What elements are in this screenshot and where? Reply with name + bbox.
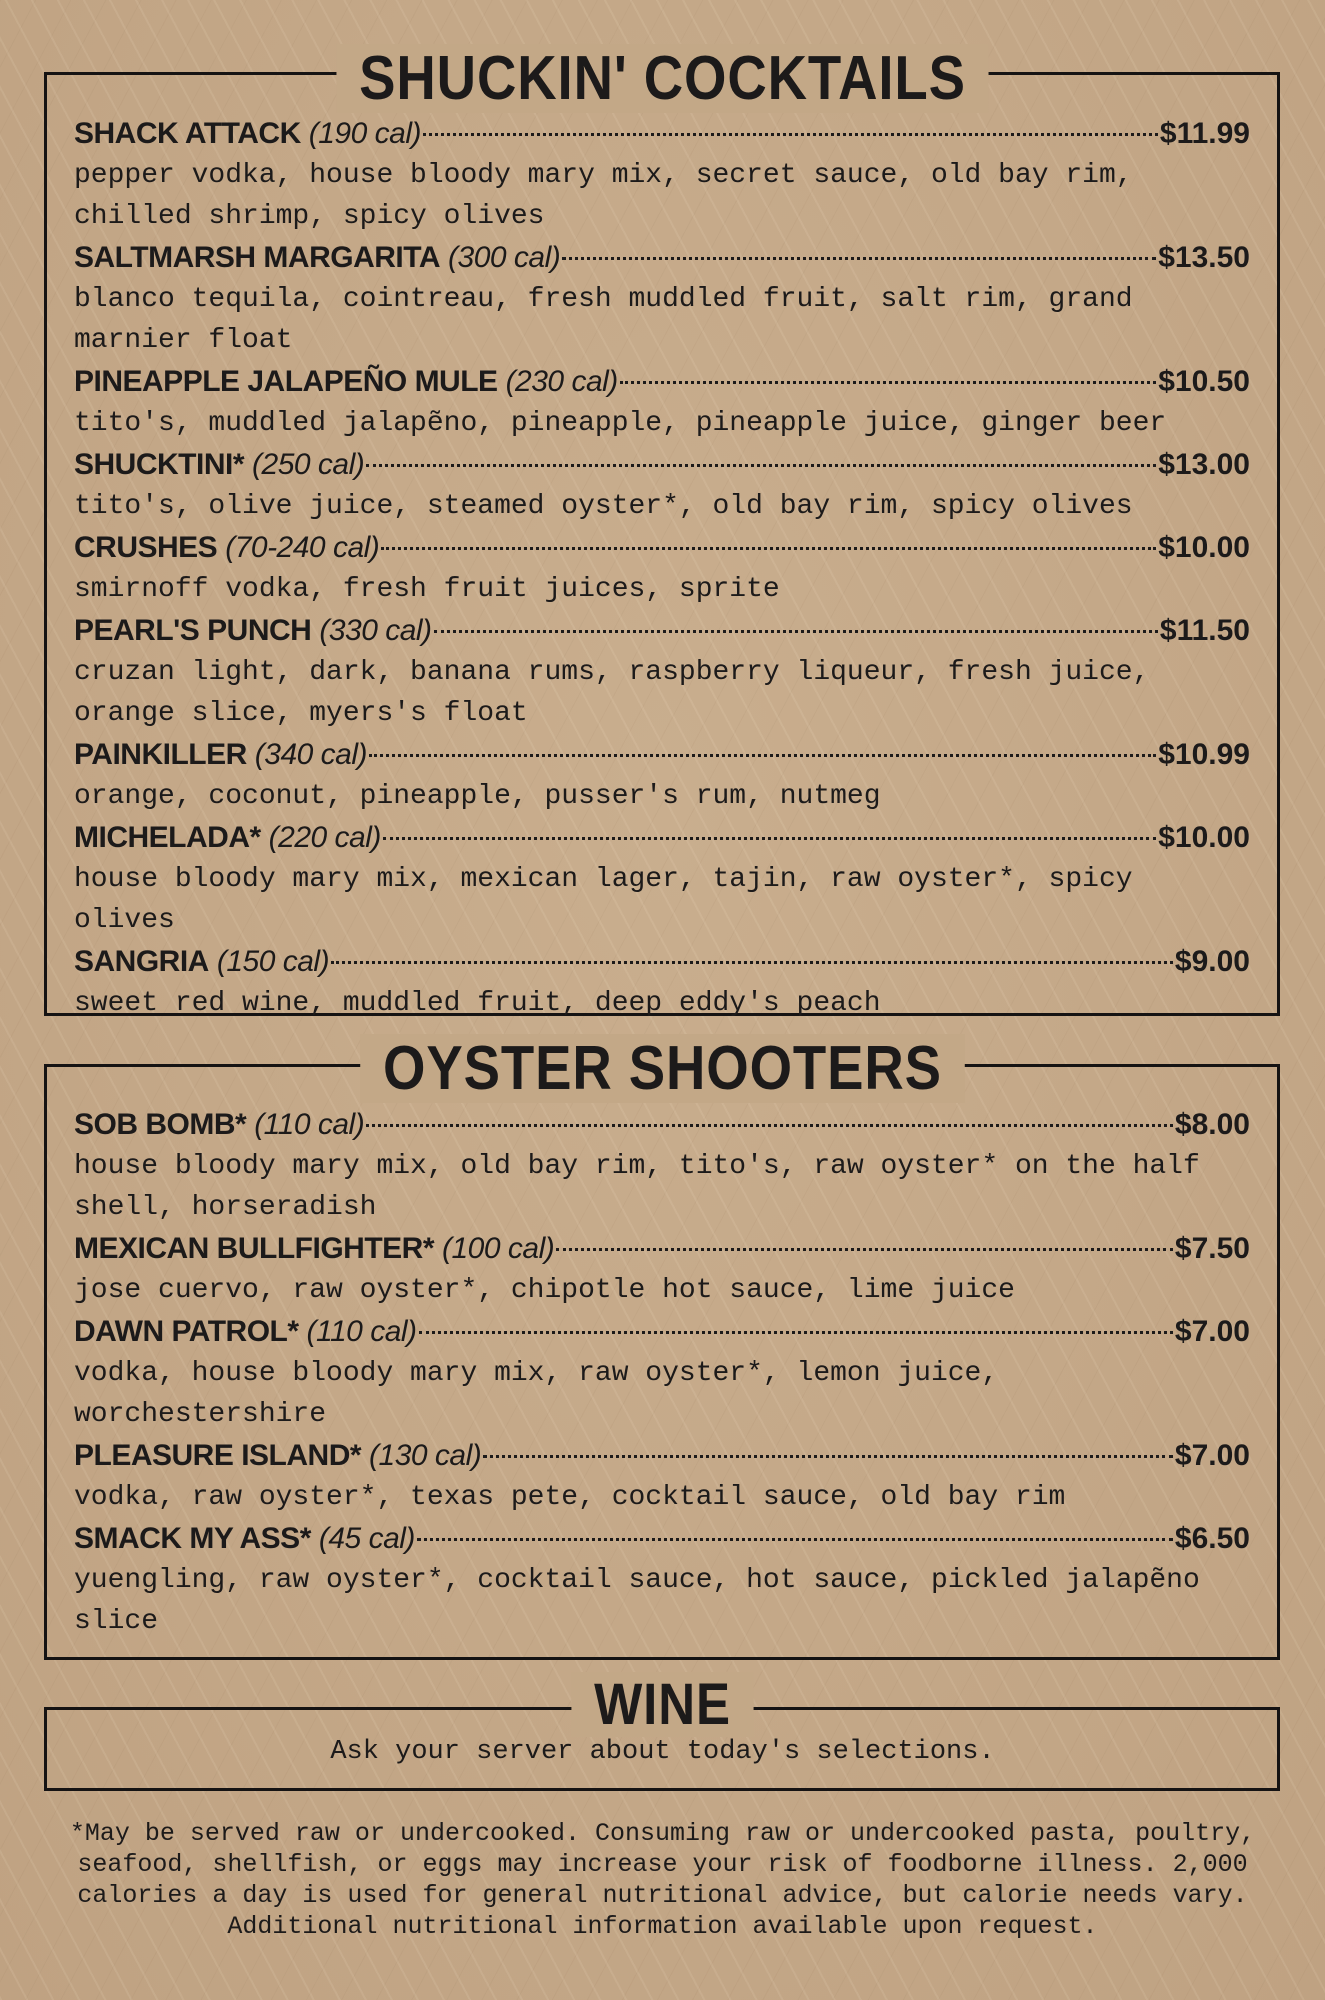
- menu-item: [74, 1311, 1250, 1435]
- menu-item: [74, 1104, 1250, 1228]
- menu-item-header: [74, 1228, 1250, 1270]
- item-price: $7.00: [1174, 1315, 1250, 1348]
- item-price: $8.00: [1174, 1108, 1250, 1141]
- wine-heading-text: WINE: [571, 1672, 754, 1737]
- menu-item: [74, 817, 1250, 941]
- item-description: smirnoff vodka, fresh fruit juices, sprite: [74, 574, 780, 605]
- menu-item-header: [74, 444, 1250, 486]
- item-calories: (190 cal): [308, 117, 421, 150]
- cocktails-list: [74, 113, 1250, 1024]
- item-name: MICHELADA*: [74, 821, 261, 854]
- item-calories: (110 cal): [254, 1108, 365, 1141]
- item-description: vodka, house bloody mary mix, raw oyster*, lemon juice, worchestershire: [74, 1358, 999, 1430]
- menu-item: [74, 237, 1250, 361]
- item-price: $9.00: [1174, 945, 1250, 978]
- item-name: PEARL'S PUNCH: [74, 614, 312, 647]
- dot-leader: [556, 1248, 1173, 1251]
- item-description: vodka, raw oyster*, texas pete, cocktail sauce, old bay rim: [74, 1482, 1066, 1513]
- shooters-heading-text: OYSTER SHOOTERS: [360, 1034, 965, 1103]
- item-price: $7.50: [1174, 1232, 1250, 1265]
- menu-item-header: [74, 237, 1250, 279]
- item-name: SANGRIA: [74, 945, 209, 978]
- dot-leader: [419, 1331, 1173, 1334]
- item-calories: (130 cal): [369, 1439, 482, 1472]
- item-description: blanco tequila, cointreau, fresh muddled fruit, salt rim, grand marnier float: [74, 284, 1133, 356]
- item-calories: (220 cal): [268, 821, 381, 854]
- item-calories: (100 cal): [442, 1232, 555, 1265]
- menu-item: [74, 1518, 1250, 1642]
- dot-leader: [417, 1538, 1173, 1541]
- item-calories: (70-240 cal): [225, 531, 380, 564]
- item-name: PLEASURE ISLAND*: [74, 1439, 362, 1472]
- item-description: tito's, olive juice, steamed oyster*, old bay rim, spicy olives: [74, 491, 1133, 522]
- item-name: DAWN PATROL*: [74, 1315, 299, 1348]
- menu-item-header: [74, 817, 1250, 859]
- item-name: SOB BOMB*: [74, 1108, 247, 1141]
- menu-item-header: [74, 527, 1250, 569]
- shooters-list: [74, 1104, 1250, 1642]
- item-name: PAINKILLER: [74, 738, 247, 771]
- menu-item: [74, 1228, 1250, 1311]
- wine-note: Ask your server about today's selections.: [330, 1737, 995, 1767]
- item-description: yuengling, raw oyster*, cocktail sauce, hot sauce, pickled jalapẽno slice: [74, 1565, 1200, 1637]
- item-calories: (230 cal): [505, 365, 618, 398]
- item-name: SHUCKTINI*: [74, 448, 245, 481]
- item-price: $10.00: [1158, 531, 1250, 564]
- menu-item-header: [74, 941, 1250, 983]
- dot-leader: [434, 630, 1158, 633]
- item-description: house bloody mary mix, mexican lager, tajin, raw oyster*, spicy olives: [74, 864, 1133, 936]
- item-price: $10.99: [1158, 738, 1250, 771]
- item-price: $10.00: [1158, 821, 1250, 854]
- menu-item-header: [74, 610, 1250, 652]
- item-description: tito's, muddled jalapẽno, pineapple, pineapple juice, ginger beer: [74, 408, 1167, 439]
- menu-item: [74, 734, 1250, 817]
- dot-leader: [366, 1124, 1173, 1127]
- item-name: PINEAPPLE JALAPEÑO MULE: [74, 365, 498, 398]
- menu-item: [74, 361, 1250, 444]
- dot-leader: [381, 547, 1156, 550]
- item-description: jose cuervo, raw oyster*, chipotle hot sauce, lime juice: [74, 1275, 1015, 1306]
- dot-leader: [383, 837, 1156, 840]
- item-calories: (250 cal): [252, 448, 365, 481]
- item-calories: (340 cal): [254, 738, 367, 771]
- dot-leader: [331, 961, 1173, 964]
- menu-item: [74, 941, 1250, 1024]
- item-calories: (45 cal): [318, 1522, 415, 1555]
- item-calories: (150 cal): [216, 945, 330, 978]
- item-calories: (300 cal): [448, 241, 561, 274]
- item-price: $6.50: [1174, 1522, 1250, 1555]
- menu-item-header: [74, 1104, 1250, 1146]
- dot-leader: [369, 754, 1156, 757]
- dot-leader: [562, 257, 1156, 260]
- menu-item-header: [74, 1311, 1250, 1353]
- item-name: SALTMARSH MARGARITA: [74, 241, 441, 274]
- menu-item: [74, 113, 1250, 237]
- item-price: $11.50: [1159, 614, 1250, 647]
- shooters-heading: [80, 1034, 1246, 1104]
- item-description: cruzan light, dark, banana rums, raspberry liqueur, fresh juice, orange slice, myers's float: [74, 657, 1150, 729]
- menu-item: [74, 444, 1250, 527]
- menu-item-header: [74, 1518, 1250, 1560]
- item-price: $11.99: [1159, 117, 1250, 150]
- item-name: MEXICAN BULLFIGHTER*: [74, 1232, 434, 1265]
- disclaimer: *May be served raw or undercooked. Consuming raw or undercooked pasta, poultry, seafood, shellfish, or eggs may increase your risk of foodborne illness. 2,000 calories a day is used for general nutritional advice, but calorie needs vary. Additional nutritional information available upon request.: [69, 1819, 1256, 1941]
- wine-heading: [80, 1672, 1246, 1738]
- dot-leader: [423, 133, 1158, 136]
- menu-item: [74, 1435, 1250, 1518]
- menu-item: [74, 527, 1250, 610]
- menu-item-header: [74, 113, 1250, 155]
- item-price: $10.50: [1158, 365, 1250, 398]
- item-description: orange, coconut, pineapple, pusser's rum, nutmeg: [74, 781, 881, 812]
- item-calories: (330 cal): [319, 614, 432, 647]
- dot-leader: [620, 381, 1156, 384]
- dot-leader: [366, 464, 1156, 467]
- menu-item: [74, 610, 1250, 734]
- item-description: house bloody mary mix, old bay rim, tito's, raw oyster* on the half shell, horseradish: [74, 1151, 1200, 1223]
- menu-item-header: [74, 1435, 1250, 1477]
- cocktails-heading: [80, 44, 1246, 114]
- item-price: $7.00: [1174, 1439, 1250, 1472]
- cocktails-heading-text: SHUCKIN' COCKTAILS: [336, 44, 988, 113]
- item-description: sweet red wine, muddled fruit, deep eddy's peach: [74, 988, 881, 1019]
- dot-leader: [483, 1455, 1173, 1458]
- item-price: $13.00: [1158, 448, 1250, 481]
- item-name: SHACK ATTACK: [74, 117, 301, 150]
- menu-item-header: [74, 734, 1250, 776]
- item-description: pepper vodka, house bloody mary mix, secret sauce, old bay rim, chilled shrimp, spicy olives: [74, 160, 1133, 232]
- item-name: SMACK MY ASS*: [74, 1522, 311, 1555]
- item-price: $13.50: [1158, 241, 1250, 274]
- menu-item-header: [74, 361, 1250, 403]
- item-name: CRUSHES: [74, 531, 218, 564]
- item-calories: (110 cal): [306, 1315, 417, 1348]
